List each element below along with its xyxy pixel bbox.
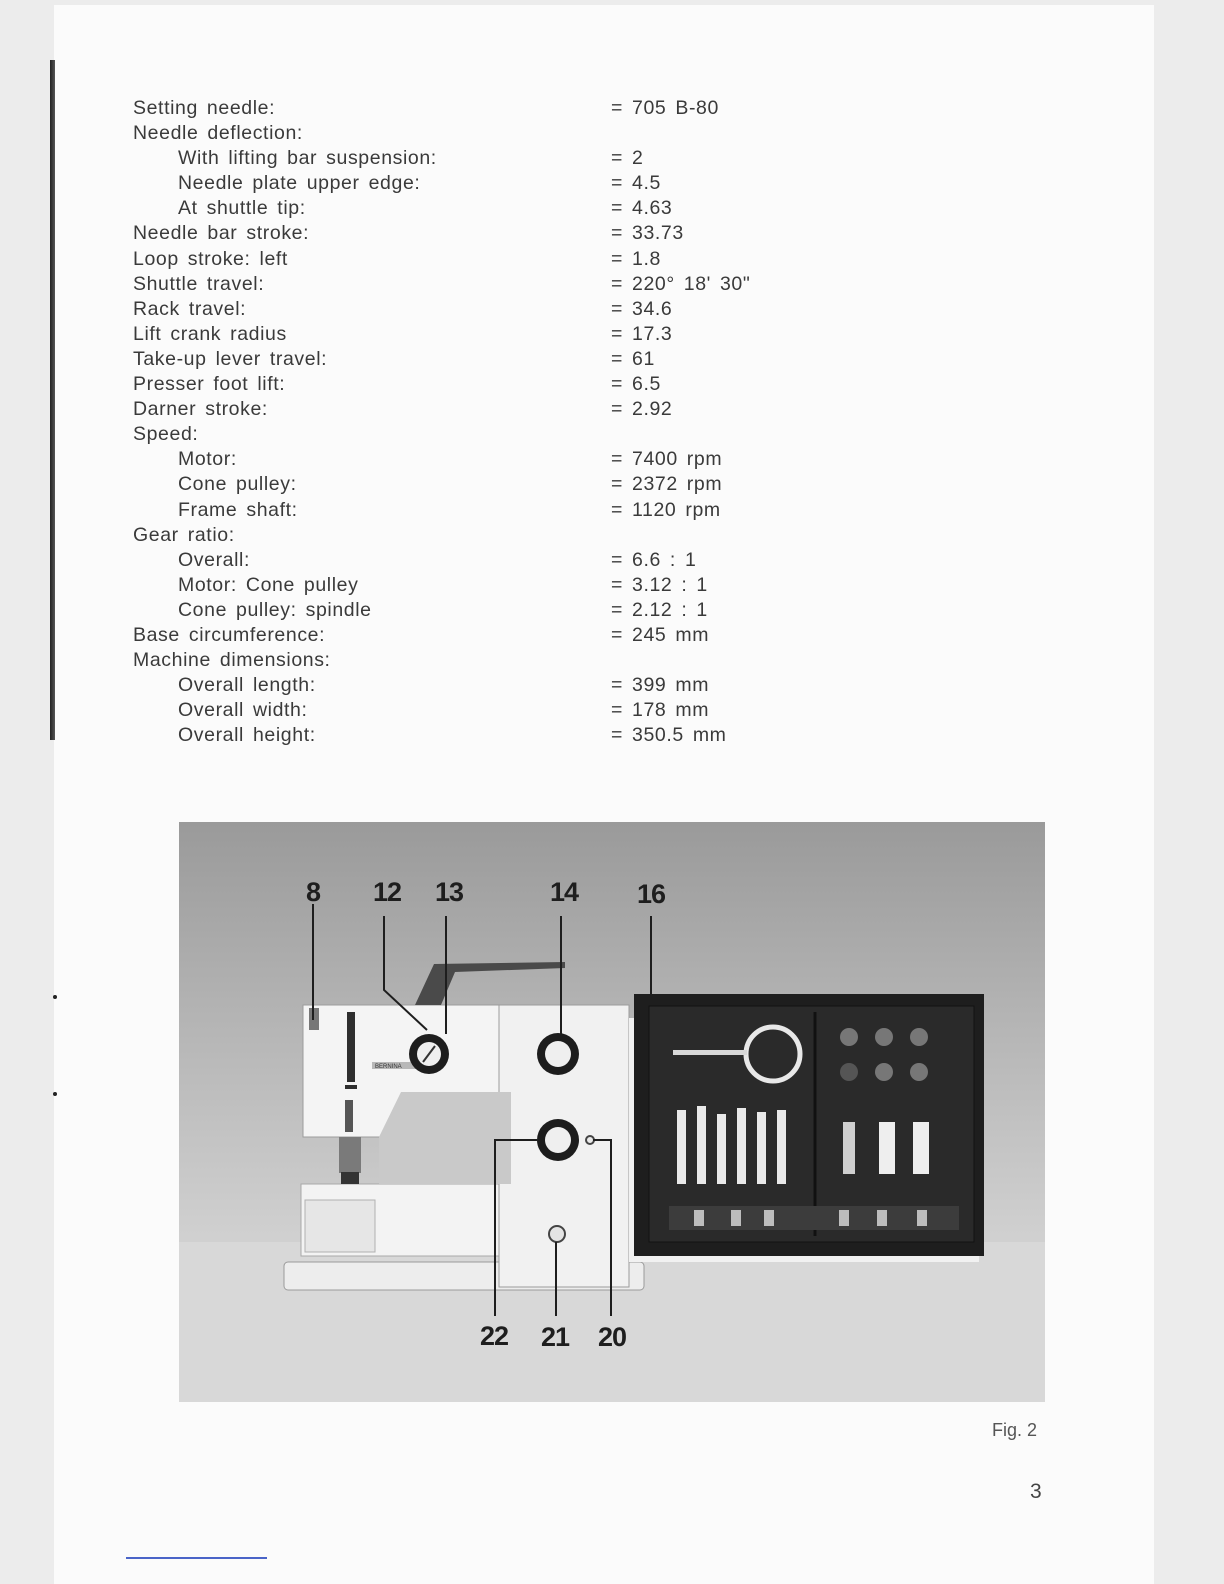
specifications-list (133, 96, 853, 748)
spec-label: Machine dimensions: (133, 649, 331, 672)
bobbin (910, 1063, 928, 1081)
brand-label: BERNINA (375, 1064, 402, 1070)
spec-row (133, 247, 853, 272)
accessory-tool (697, 1106, 706, 1184)
accessory-tool (717, 1114, 726, 1184)
bobbin (840, 1028, 858, 1046)
scan-speck (53, 995, 57, 999)
spec-value: = 1120 rpm (611, 498, 721, 521)
spec-value: = 2 (611, 147, 644, 170)
spec-label: Frame shaft: (178, 498, 298, 521)
spec-row (133, 648, 853, 673)
thread-spool (879, 1122, 895, 1174)
callout-16: 16 (636, 879, 666, 909)
spec-label: Darner stroke: (133, 398, 268, 421)
scan-speck (53, 1092, 57, 1096)
spec-row (133, 573, 853, 598)
spec-row (133, 397, 853, 422)
spec-label: Overall: (178, 548, 250, 571)
spec-value: = 4.63 (611, 197, 673, 220)
spec-label: Speed: (133, 423, 199, 446)
spec-label: Overall length: (178, 674, 316, 697)
presser-foot (339, 1137, 361, 1173)
callout-12: 12 (372, 877, 402, 907)
spec-row (133, 498, 853, 523)
spec-row (133, 96, 853, 121)
spec-value: = 34.6 (611, 297, 673, 320)
spec-label: Needle deflection: (133, 122, 303, 145)
spec-label: Base circumference: (133, 623, 326, 646)
spec-label: Lift crank radius (133, 322, 287, 345)
thread-spool (913, 1122, 929, 1174)
spec-value: = 3.12 : 1 (611, 573, 708, 596)
spec-label: Presser foot lift: (133, 373, 286, 396)
spec-row (133, 272, 853, 297)
spec-row (133, 723, 853, 748)
bobbin (910, 1028, 928, 1046)
spec-row (133, 322, 853, 347)
spec-value: = 33.73 (611, 222, 684, 245)
callout-21: 21 (540, 1322, 570, 1352)
spec-value: = 220° 18' 30" (611, 272, 751, 295)
spec-label: Cone pulley: (178, 473, 297, 496)
spec-value: = 6.6 : 1 (611, 548, 697, 571)
spec-row (133, 221, 853, 246)
accessory-tool (777, 1110, 786, 1184)
spec-value: = 350.5 mm (611, 724, 727, 747)
thread-spool (843, 1122, 855, 1174)
spec-row (133, 598, 853, 623)
spec-value: = 399 mm (611, 674, 710, 697)
accessory-tool (737, 1108, 746, 1184)
spec-value: = 245 mm (611, 623, 710, 646)
spec-value: = 17.3 (611, 322, 673, 345)
callout-8: 8 (305, 877, 321, 907)
callout-22: 22 (479, 1321, 509, 1351)
spec-label: Needle plate upper edge: (178, 172, 421, 195)
spec-row (133, 698, 853, 723)
spec-label: Overall width: (178, 699, 308, 722)
bobbin (840, 1063, 858, 1081)
spec-label: Setting needle: (133, 97, 276, 119)
presser-feet-set (669, 1206, 959, 1230)
accessory-tool (677, 1110, 686, 1184)
accessory-box (305, 1200, 375, 1252)
spec-row (133, 146, 853, 171)
spec-row (133, 447, 853, 472)
spec-label: Needle bar stroke: (133, 222, 310, 245)
callout-20: 20 (597, 1322, 627, 1352)
spec-value: = 4.5 (611, 172, 661, 195)
spec-label: Motor: (178, 448, 237, 471)
spec-label: Overall height: (178, 724, 316, 747)
carry-handle (415, 962, 565, 1005)
spec-label: At shuttle tip: (178, 197, 306, 220)
spec-row (133, 297, 853, 322)
speed-button (549, 1226, 565, 1242)
spec-label: Gear ratio: (133, 523, 235, 546)
spec-value: = 6.5 (611, 373, 661, 396)
scan-binding-edge (50, 60, 55, 740)
spec-row (133, 623, 853, 648)
spec-value: = 178 mm (611, 699, 710, 722)
spec-row (133, 372, 853, 397)
spec-value: = 2.92 (611, 398, 673, 421)
spec-value: = 7400 rpm (611, 448, 723, 471)
spec-row (133, 171, 853, 196)
callout-14: 14 (549, 877, 579, 907)
spec-label: Rack travel: (133, 297, 247, 320)
spec-label: Motor: Cone pulley (178, 573, 359, 596)
spec-label: Shuttle travel: (133, 272, 265, 295)
accessory-tool (757, 1112, 766, 1184)
spec-value: = 705 B-80 (611, 97, 719, 119)
spec-value: = 61 (611, 347, 655, 370)
spec-row (133, 347, 853, 372)
page-number: 3 (1030, 1480, 1042, 1503)
spec-row (133, 523, 853, 548)
spec-label: Loop stroke: left (133, 247, 288, 270)
spec-row (133, 548, 853, 573)
bobbin (875, 1028, 893, 1046)
spec-value: = 2372 rpm (611, 473, 723, 496)
footer-rule (126, 1557, 267, 1559)
spec-row (133, 196, 853, 221)
take-up-lever (347, 1012, 355, 1082)
spec-value: = 2.12 : 1 (611, 598, 708, 621)
spec-row (133, 472, 853, 497)
callout-13: 13 (434, 877, 464, 907)
spec-row (133, 121, 853, 146)
bobbin (875, 1063, 893, 1081)
spec-label: Take-up lever travel: (133, 347, 328, 370)
spec-row (133, 673, 853, 698)
arm-opening (379, 1092, 511, 1184)
figure-caption: Fig. 2 (992, 1420, 1038, 1440)
spec-value: = 1.8 (611, 247, 661, 270)
sewing-machine-photo (179, 822, 1045, 1402)
figure-illustration (179, 822, 1045, 1402)
spec-row (133, 422, 853, 447)
spec-label: With lifting bar suspension: (178, 147, 437, 170)
spec-label: Cone pulley: spindle (178, 598, 372, 621)
